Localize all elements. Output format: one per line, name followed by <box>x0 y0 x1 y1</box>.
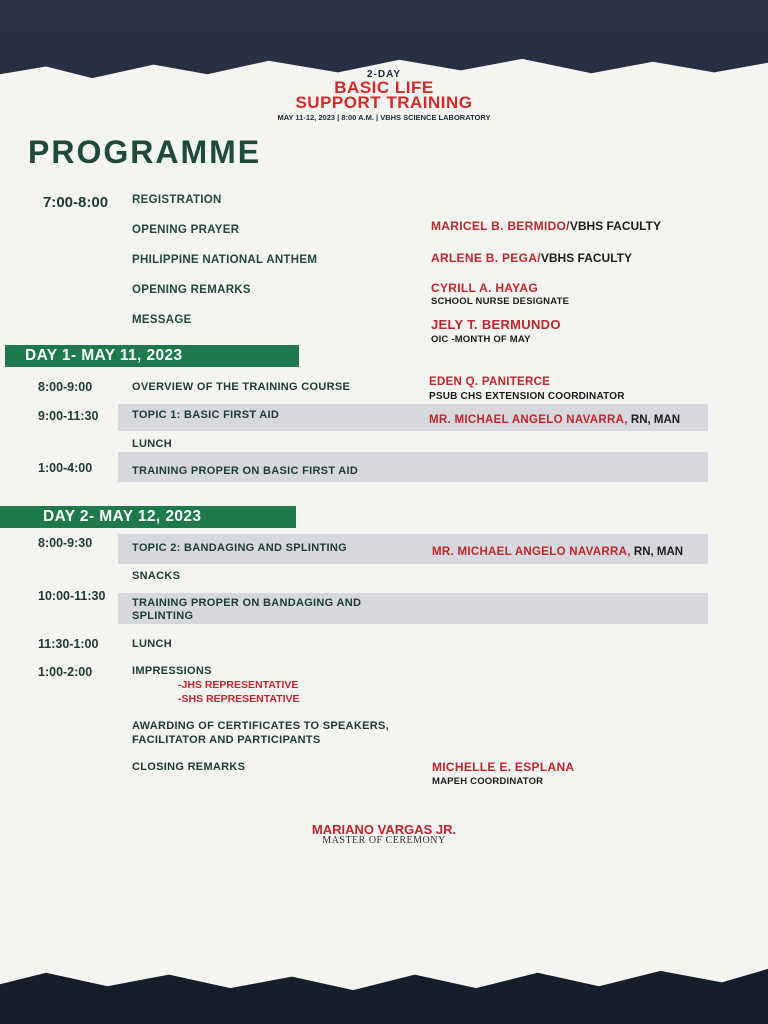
mc-role: MASTER OF CEREMONY <box>322 835 446 846</box>
schedule-item: FACILITATOR AND PARTICIPANTS <box>132 734 321 746</box>
speaker-credentials: RN, MAN <box>630 546 684 558</box>
schedule-item: TRAINING PROPER ON BASIC FIRST AID <box>132 465 359 477</box>
speaker-name: MR. MICHAEL ANGELO NAVARRA, <box>432 546 631 558</box>
schedule-time: 8:00-9:30 <box>38 536 93 550</box>
opening-item: OPENING PRAYER <box>132 224 240 236</box>
mc-name: MARIANO VARGAS JR. <box>311 822 457 837</box>
speaker-line <box>431 249 632 267</box>
speaker-name: ARLENE B. PEGA/ <box>431 251 541 265</box>
schedule-item: TRAINING PROPER ON BANDAGING AND <box>132 597 362 609</box>
speaker-role: PSUB CHS EXTENSION COORDINATOR <box>429 391 625 402</box>
header-two-day: 2-DAY <box>366 69 402 80</box>
opening-item: OPENING REMARKS <box>132 284 251 296</box>
speaker-role: SCHOOL NURSE DESIGNATE <box>431 296 570 307</box>
schedule-time: 10:00-11:30 <box>38 589 106 603</box>
header-subtitle: MAY 11-12, 2023 | 8:00 A.M. | VBHS SCIENCE LABORATORY <box>277 113 491 122</box>
speaker-role: OIC -MONTH OF MAY <box>431 334 531 345</box>
opening-item: MESSAGE <box>132 314 192 326</box>
speaker-name: MICHELLE E. ESPLANA <box>432 760 575 774</box>
schedule-time: 1:00-4:00 <box>38 461 93 475</box>
schedule-item: LUNCH <box>132 638 172 650</box>
speaker-line <box>432 542 683 560</box>
day1-banner: DAY 1- MAY 11, 2023 <box>5 345 299 367</box>
speaker-name: CYRILL A. HAYAG <box>431 281 538 295</box>
speaker-line <box>431 217 661 235</box>
opening-item: REGISTRATION <box>132 194 222 206</box>
speaker-name: JELY T. BERMUNDO <box>431 317 561 332</box>
speaker-name: MARICEL B. BERMIDO/ <box>431 219 570 233</box>
schedule-time: 1:00-2:00 <box>38 665 93 679</box>
schedule-time: 8:00-9:00 <box>38 380 93 394</box>
schedule-item: IMPRESSIONS <box>132 665 212 677</box>
opening-time: 7:00-8:00 <box>43 194 109 211</box>
schedule-item: SNACKS <box>132 570 181 582</box>
header-title-line2: SUPPORT TRAINING <box>295 93 473 112</box>
sub-item: -SHS REPRESENTATIVE <box>178 693 300 705</box>
speaker-line <box>429 410 680 428</box>
schedule-item: CLOSING REMARKS <box>132 761 246 773</box>
header-title-line1: BASIC LIFE <box>334 78 434 97</box>
schedule-item: OVERVIEW OF THE TRAINING COURSE <box>132 381 351 393</box>
schedule-item: LUNCH <box>132 438 172 450</box>
schedule-item: SPLINTING <box>132 610 194 622</box>
programme-title: PROGRAMME <box>28 134 262 170</box>
speaker-affiliation: VBHS FACULTY <box>540 251 632 265</box>
schedule-item: TOPIC 2: BANDAGING AND SPLINTING <box>132 542 347 554</box>
schedule-time: 9:00-11:30 <box>38 409 99 423</box>
opening-item: PHILIPPINE NATIONAL ANTHEM <box>132 254 318 266</box>
speaker-name: EDEN Q. PANITERCE <box>429 376 551 388</box>
speaker-affiliation: VBHS FACULTY <box>569 219 661 233</box>
speaker-name: MR. MICHAEL ANGELO NAVARRA, <box>429 414 628 426</box>
schedule-item: TOPIC 1: BASIC FIRST AID <box>132 409 280 421</box>
speaker-role: MAPEH COORDINATOR <box>432 776 544 787</box>
schedule-item: AWARDING OF CERTIFICATES TO SPEAKERS, <box>132 720 389 732</box>
day2-banner: DAY 2- MAY 12, 2023 <box>0 506 296 528</box>
sub-item: -JHS REPRESENTATIVE <box>178 679 299 691</box>
schedule-time: 11:30-1:00 <box>38 637 99 651</box>
speaker-credentials: RN, MAN <box>627 414 681 426</box>
